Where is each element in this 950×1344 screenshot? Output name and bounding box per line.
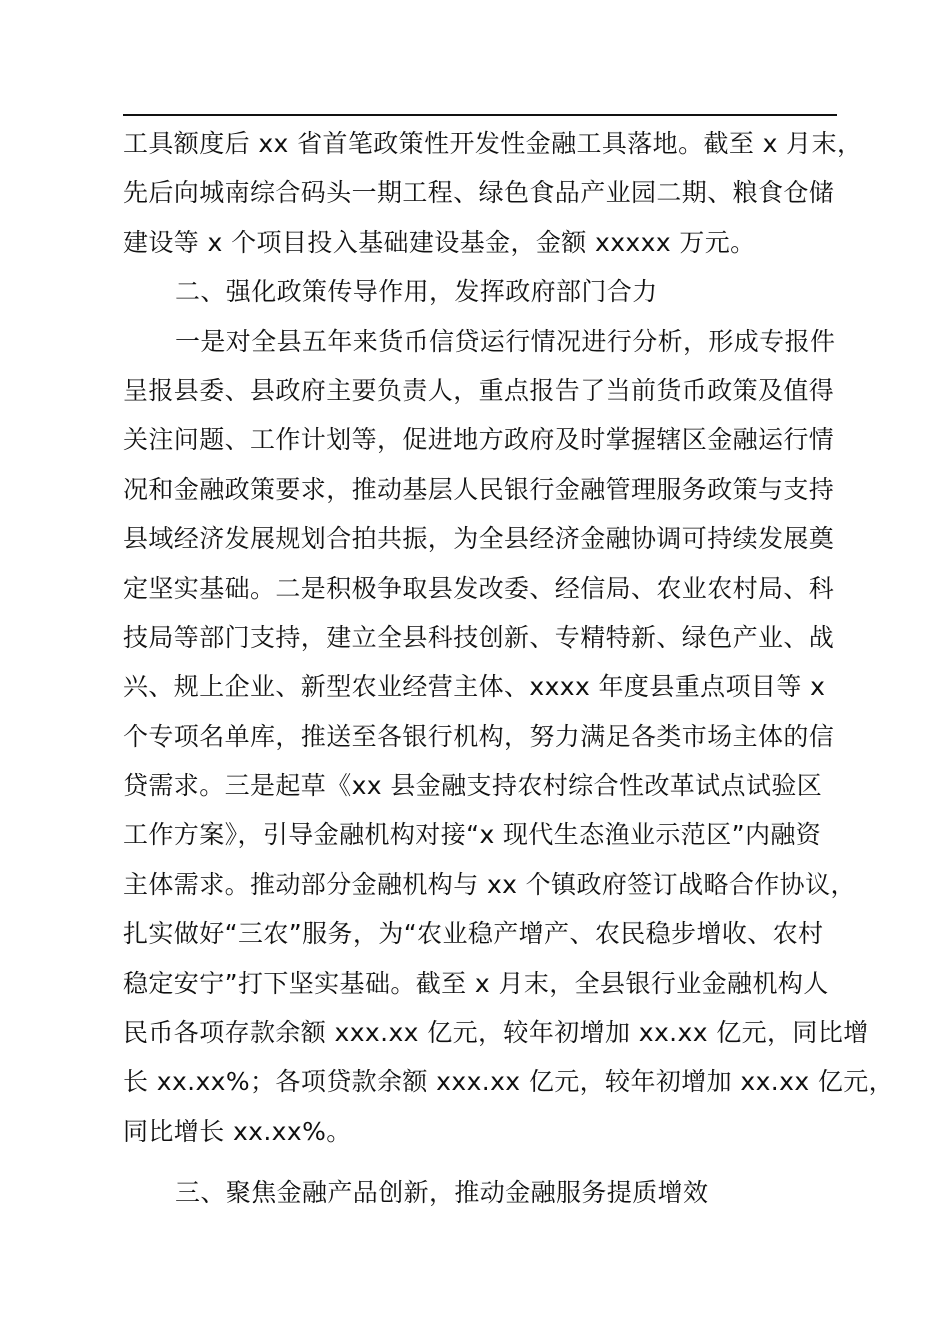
paragraph-line: 个专项名单库，推送至各银行机构，努力满足各类市场主体的信 bbox=[123, 721, 835, 751]
paragraph-line: 长 xx.xx%；各项贷款余额 xxx.xx 亿元，较年初增加 xx.xx 亿元， bbox=[123, 1067, 895, 1097]
paragraph-line: 稳定安宁”打下坚实基础。截至 x 月末，全县银行业金融机构人 bbox=[123, 968, 829, 998]
paragraph-line: 关注问题、工作计划等，促进地方政府及时掌握辖区金融运行情 bbox=[123, 425, 835, 455]
paragraph-line: 民币各项存款余额 xxx.xx 亿元，较年初增加 xx.xx 亿元，同比增 bbox=[123, 1018, 869, 1048]
paragraph-line: 况和金融政策要求，推动基层人民银行金融管理服务政策与支持 bbox=[123, 474, 835, 504]
section-heading-2: 二、强化政策传导作用，发挥政府部门合力 bbox=[175, 277, 658, 307]
header-rule bbox=[123, 114, 837, 116]
paragraph-line: 技局等部门支持，建立全县科技创新、专精特新、绿色产业、战 bbox=[123, 622, 835, 652]
paragraph-line: 同比增长 xx.xx%。 bbox=[123, 1116, 352, 1146]
paragraph-line: 县域经济发展规划合拍共振，为全县经济金融协调可持续发展奠 bbox=[123, 524, 835, 554]
paragraph-line: 工作方案》，引导金融机构对接“x 现代生态渔业示范区”内融资 bbox=[123, 820, 822, 850]
paragraph-line: 贷需求。三是起草《xx 县金融支持农村综合性改革试点试验区 bbox=[123, 771, 823, 801]
section-heading-3: 三、聚焦金融产品创新，推动金融服务提质增效 bbox=[175, 1178, 709, 1208]
paragraph-line: 定坚实基础。二是积极争取县发改委、经信局、农业农村局、科 bbox=[123, 573, 835, 603]
paragraph-line: 工具额度后 xx 省首笔政策性开发性金融工具落地。截至 x 月末， bbox=[123, 129, 863, 158]
paragraph-line: 兴、规上企业、新型农业经营主体、xxxx 年度县重点项目等 x bbox=[123, 672, 826, 702]
paragraph-line: 先后向城南综合码头一期工程、绿色食品产业园二期、粮食仓储 bbox=[123, 178, 835, 208]
paragraph-line: 主体需求。推动部分金融机构与 xx 个镇政府签订战略合作协议， bbox=[123, 869, 856, 899]
paragraph-line: 一是对全县五年来货币信贷运行情况进行分析，形成专报件 bbox=[175, 326, 836, 356]
paragraph-line: 呈报县委、县政府主要负责人，重点报告了当前货币政策及值得 bbox=[123, 375, 835, 405]
paragraph-line: 建设等 x 个项目投入基础建设基金，金额 xxxxx 万元。 bbox=[123, 227, 756, 257]
document-body bbox=[123, 119, 895, 1218]
paragraph-line: 扎实做好“三农”服务，为“农业稳产增产、农民稳步增收、农村 bbox=[123, 919, 824, 949]
